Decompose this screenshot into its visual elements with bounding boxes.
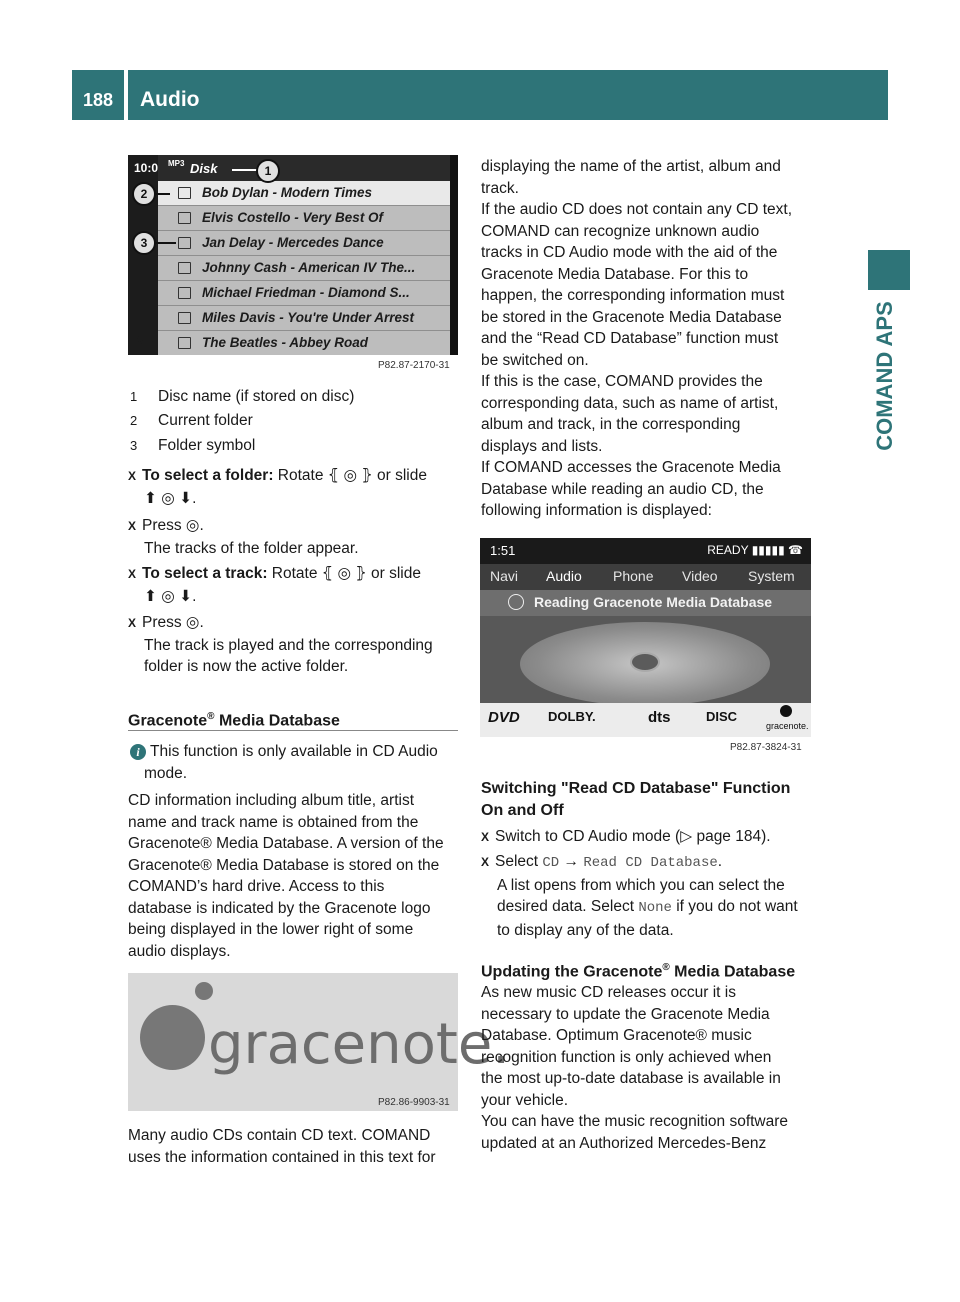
cd-disc-hole	[630, 652, 660, 672]
folder-icon	[178, 237, 191, 249]
gracenote-logo-text: gracenote.	[208, 1012, 511, 1077]
legend-item: 1 Disc name (if stored on disc)	[130, 388, 355, 405]
switch-step-1: X Switch to CD Audio mode (▷ page 184).	[481, 828, 771, 845]
cd-text-paragraph: Many audio CDs contain CD text. COMAND uses the information contained in this text for	[128, 1127, 436, 1166]
gracenote-logo-icon	[780, 705, 792, 717]
tab-navi[interactable]: Navi	[490, 568, 519, 584]
folder-label: Johnny Cash - American IV The...	[202, 260, 416, 275]
folder-icon	[178, 312, 191, 324]
folder-row[interactable]	[158, 306, 450, 331]
switch-heading: Switching "Read CD Database" Function On and Off	[481, 780, 791, 819]
legend-item: 3 Folder symbol	[130, 437, 256, 454]
figure-caption: P82.86-9903-31	[378, 1097, 450, 1108]
step-select-track: X To select a track: Rotate ⦃ ◎ ⦄ or slide ⬆ ◎ ⬇.	[128, 565, 421, 605]
mp-label: MP	[135, 333, 155, 348]
folder-label: Michael Friedman - Diamond S...	[202, 285, 410, 300]
folder-row[interactable]	[158, 231, 450, 256]
page-number: 188	[82, 90, 114, 110]
format-logos	[480, 703, 811, 737]
disk-title: Disk	[190, 161, 218, 176]
folder-label: Jan Delay - Mercedes Dance	[202, 235, 384, 250]
dts-logo: dts	[648, 709, 671, 726]
status-indicators: READY ▮▮▮▮▮ ☎	[707, 543, 803, 557]
switch-step-2: X Select CD → Read CD Database. A list opens from which you can select the desired data. Select None if you do not want to display any of the data.	[481, 853, 798, 939]
folder-label: Miles Davis - You're Under Arrest	[202, 310, 415, 325]
clock-label: 10:0	[134, 161, 159, 175]
folder-row[interactable]	[158, 206, 450, 231]
mp3-icon: MP3	[168, 159, 185, 168]
gracenote-logo-dot-small	[195, 982, 213, 1000]
screen-scrollbar	[450, 155, 458, 355]
side-tab-marker	[868, 250, 910, 290]
folder-label: Elvis Costello - Very Best Of	[202, 210, 384, 225]
side-tab-label: COMAND APS	[872, 301, 897, 451]
callout-1: 1	[256, 159, 280, 183]
reading-title: Reading Gracenote Media Database	[534, 594, 773, 610]
clock-label: 1:51	[490, 543, 516, 558]
status-bar	[480, 538, 811, 564]
tab-video[interactable]: Video	[682, 568, 718, 584]
dvd-logo: DVD	[488, 709, 520, 726]
callout-line	[156, 193, 170, 195]
callout-line	[232, 169, 258, 171]
step-press-play: X Press ◎. The track is played and the corresponding folder is now the active folder.	[128, 614, 433, 675]
compact-disc-logo: DISC	[706, 709, 738, 724]
gracenote-paragraph: CD information including album title, artist name and track name is obtained from the Gracenote® Media Database. A version of the Gracenote® Media Database is stored on the COMAND’s hard drive. Access to this database is indicated by the Gracenote logo being displayed in the lower right of some audio displays.	[128, 792, 444, 960]
tab-audio[interactable]: Audio	[546, 568, 582, 584]
tab-system[interactable]: System	[748, 568, 795, 584]
callout-3: 3	[132, 231, 156, 255]
step-select-folder: X To select a folder: Rotate ⦃ ◎ ⦄ or slide ⬆ ◎ ⬇.	[128, 467, 427, 507]
folder-icon	[178, 262, 191, 274]
title-bar	[480, 590, 811, 616]
update-paragraph: As new music CD releases occur it is necessary to update the Gracenote Media Database. Optimum Gracenote® music recognition function is only achieved when the most up-to-date database is available in your vehicle. You can have the music recognition software updated at an Authorized Mercedes-Benz	[481, 984, 789, 1152]
folder-row[interactable]	[158, 256, 450, 281]
figure-caption: P82.87-2170-31	[378, 360, 450, 371]
dolby-logo: DOLBY.	[548, 709, 596, 724]
update-heading: Updating the Gracenote® Media Database	[481, 962, 796, 981]
gracenote-reading-screen	[480, 538, 811, 737]
gracenote-logo-dot-large	[140, 1005, 205, 1070]
info-note: i This function is only available in CD Audio mode.	[130, 741, 465, 784]
folder-row[interactable]	[158, 281, 450, 306]
gracenote-heading: Gracenote® Media Database	[128, 711, 340, 730]
folder-label: The Beatles - Abbey Road	[202, 335, 369, 350]
figure-caption: P82.87-3824-31	[730, 742, 802, 753]
right-paragraph: displaying the name of the artist, album and track. If the audio CD does not contain any CD text, COMAND can recognize unknown audio tracks in CD Audio mode with the aid of the Gracenote Media Database. For this to happen, the corresponding information must be stored in the Gracenote Media Database and the “Read CD Database” function must be switched on. If this is the case, COMAND provides the corresponding data, such as name of artist, album and track, in the corresponding displays and lists. If COMAND accesses the Gracenote Media Database while reading an audio CD, the following information is displayed:	[481, 158, 793, 519]
section-title: Audio	[140, 88, 200, 111]
info-icon: i	[130, 744, 146, 760]
callout-line	[156, 242, 176, 244]
tab-phone[interactable]: Phone	[613, 568, 654, 584]
folder-icon	[178, 287, 191, 299]
legend-item: 2 Current folder	[130, 412, 253, 429]
folder-label: Bob Dylan - Modern Times	[202, 185, 373, 200]
step-press: X Press ◎. The tracks of the folder appear.	[128, 517, 359, 557]
folder-icon	[178, 212, 191, 224]
section-header-bar	[128, 70, 888, 120]
folder-icon	[178, 337, 191, 349]
disk-folder-screen	[128, 155, 458, 355]
heading-rule	[128, 730, 458, 731]
clock-icon	[508, 594, 524, 610]
gracenote-small-logo: gracenote.	[766, 721, 809, 731]
folder-row[interactable]	[158, 331, 450, 355]
main-tabs	[480, 564, 811, 590]
folder-icon	[178, 187, 191, 199]
folder-row[interactable]	[158, 181, 450, 206]
callout-2: 2	[132, 182, 156, 206]
